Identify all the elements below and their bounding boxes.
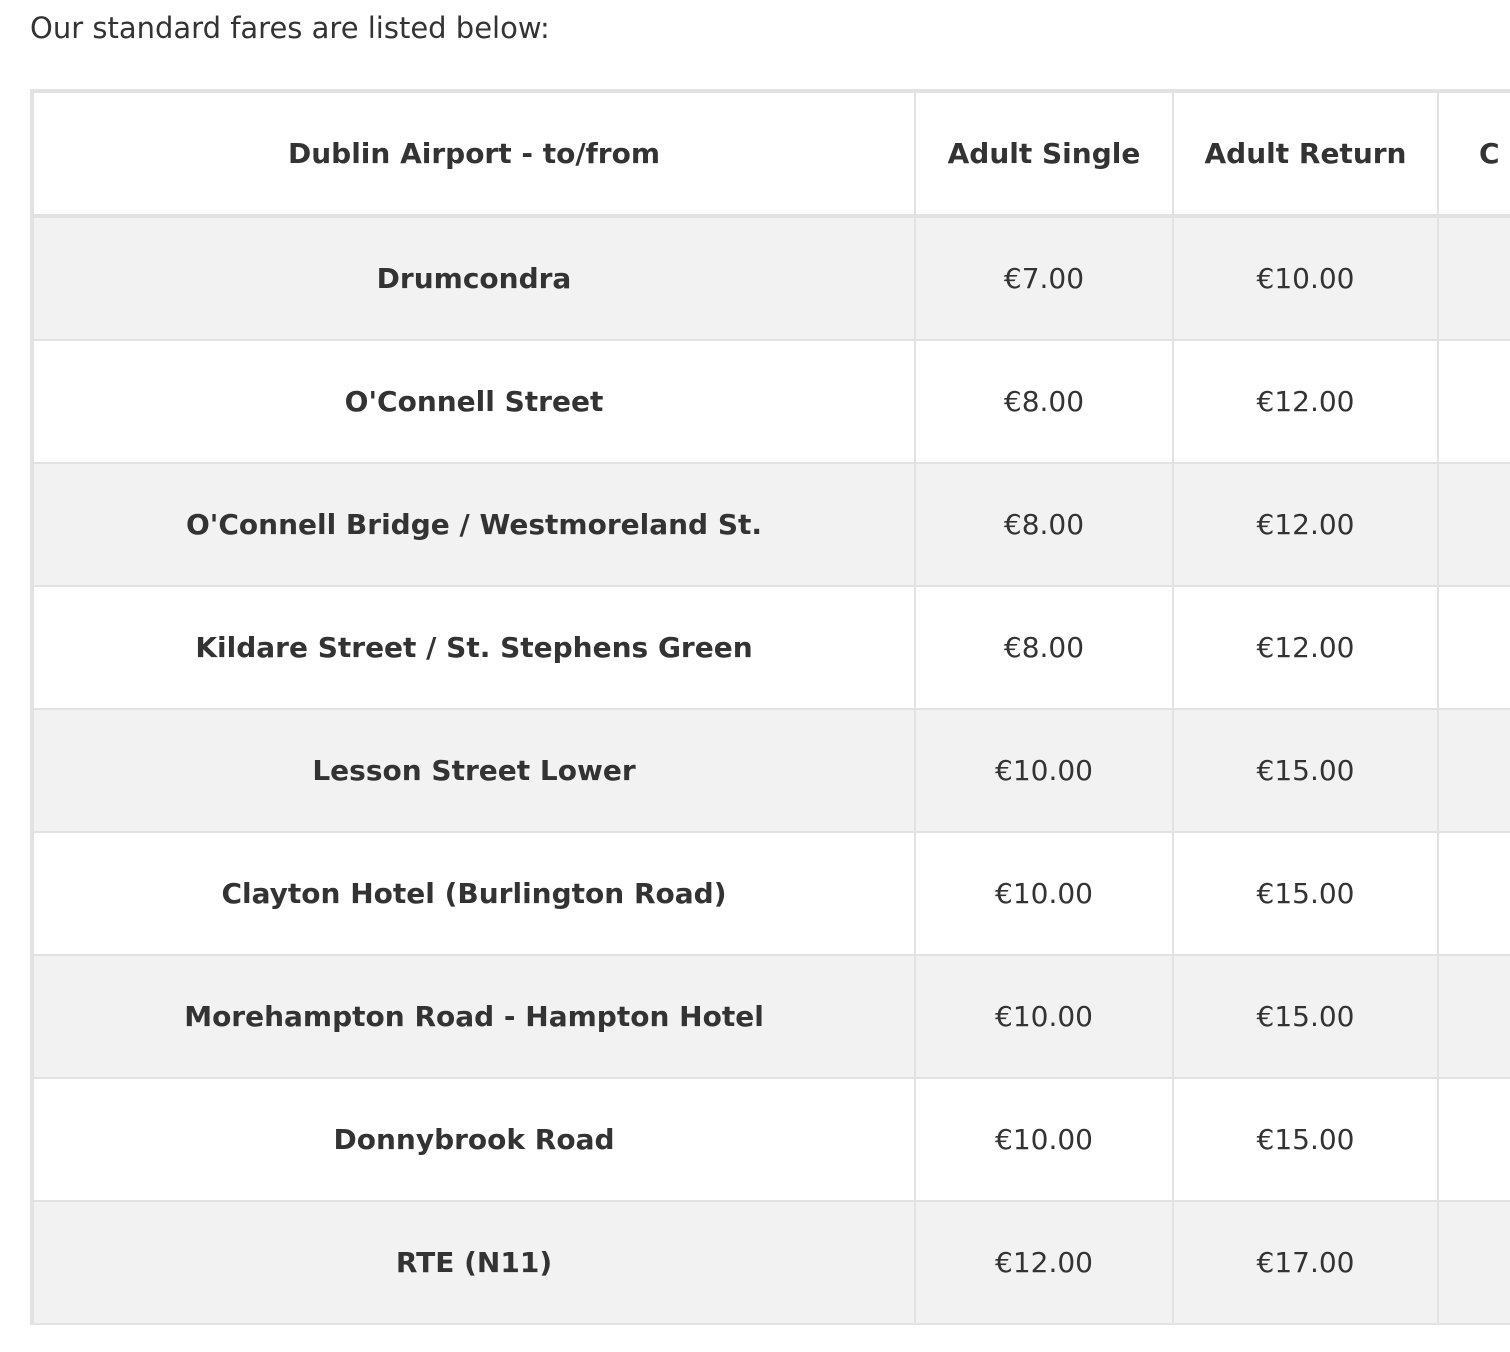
cell-next-column: [1438, 709, 1510, 832]
cell-destination: Donnybrook Road: [32, 1078, 915, 1201]
cell-next-column: [1438, 955, 1510, 1078]
cell-adult-return: €15.00: [1173, 709, 1438, 832]
cell-destination: O'Connell Bridge / Westmoreland St.: [32, 463, 915, 586]
intro-text: Our standard fares are listed below:: [30, 11, 550, 45]
cell-adult-return: €12.00: [1173, 586, 1438, 709]
cell-adult-return: €15.00: [1173, 832, 1438, 955]
cell-adult-single: €10.00: [915, 955, 1173, 1078]
table-row: [32, 709, 1510, 832]
cell-next-column: [1438, 832, 1510, 955]
cell-next-column: [1438, 340, 1510, 463]
cell-destination: Morehampton Road - Hampton Hotel: [32, 955, 915, 1078]
fares-table-container[interactable]: [30, 89, 1510, 1352]
header-destination: Dublin Airport - to/from: [32, 91, 915, 216]
table-row: [32, 216, 1510, 340]
header-adult-return: Adult Return: [1173, 91, 1438, 216]
table-row: [32, 586, 1510, 709]
cell-adult-return: €15.00: [1173, 1078, 1438, 1201]
fares-table: [30, 89, 1510, 1325]
table-row: [32, 340, 1510, 463]
cell-next-column: [1438, 1078, 1510, 1201]
cell-next-column: [1438, 1201, 1510, 1324]
cell-next-column: [1438, 586, 1510, 709]
cell-adult-return: €10.00: [1173, 216, 1438, 340]
cell-destination: RTE (N11): [32, 1201, 915, 1324]
cell-adult-single: €12.00: [915, 1201, 1173, 1324]
cell-next-column: [1438, 463, 1510, 586]
table-header-row: [32, 91, 1510, 216]
table-row: [32, 955, 1510, 1078]
cell-adult-single: €10.00: [915, 709, 1173, 832]
cell-adult-single: €8.00: [915, 340, 1173, 463]
header-adult-single: Adult Single: [915, 91, 1173, 216]
cell-adult-return: €17.00: [1173, 1201, 1438, 1324]
table-row: [32, 1078, 1510, 1201]
cell-destination: Kildare Street / St. Stephens Green: [32, 586, 915, 709]
cell-adult-return: €12.00: [1173, 340, 1438, 463]
cell-destination: Drumcondra: [32, 216, 915, 340]
table-row: [32, 1201, 1510, 1324]
table-row: [32, 463, 1510, 586]
cell-next-column: [1438, 216, 1510, 340]
table-row: [32, 832, 1510, 955]
cell-adult-single: €10.00: [915, 832, 1173, 955]
header-next-column: C: [1438, 91, 1510, 216]
cell-adult-single: €10.00: [915, 1078, 1173, 1201]
cell-destination: O'Connell Street: [32, 340, 915, 463]
cell-adult-return: €12.00: [1173, 463, 1438, 586]
cell-adult-return: €15.00: [1173, 955, 1438, 1078]
cell-adult-single: €8.00: [915, 463, 1173, 586]
cell-adult-single: €7.00: [915, 216, 1173, 340]
table-body: [32, 216, 1510, 1324]
cell-destination: Lesson Street Lower: [32, 709, 915, 832]
cell-destination: Clayton Hotel (Burlington Road): [32, 832, 915, 955]
cell-adult-single: €8.00: [915, 586, 1173, 709]
